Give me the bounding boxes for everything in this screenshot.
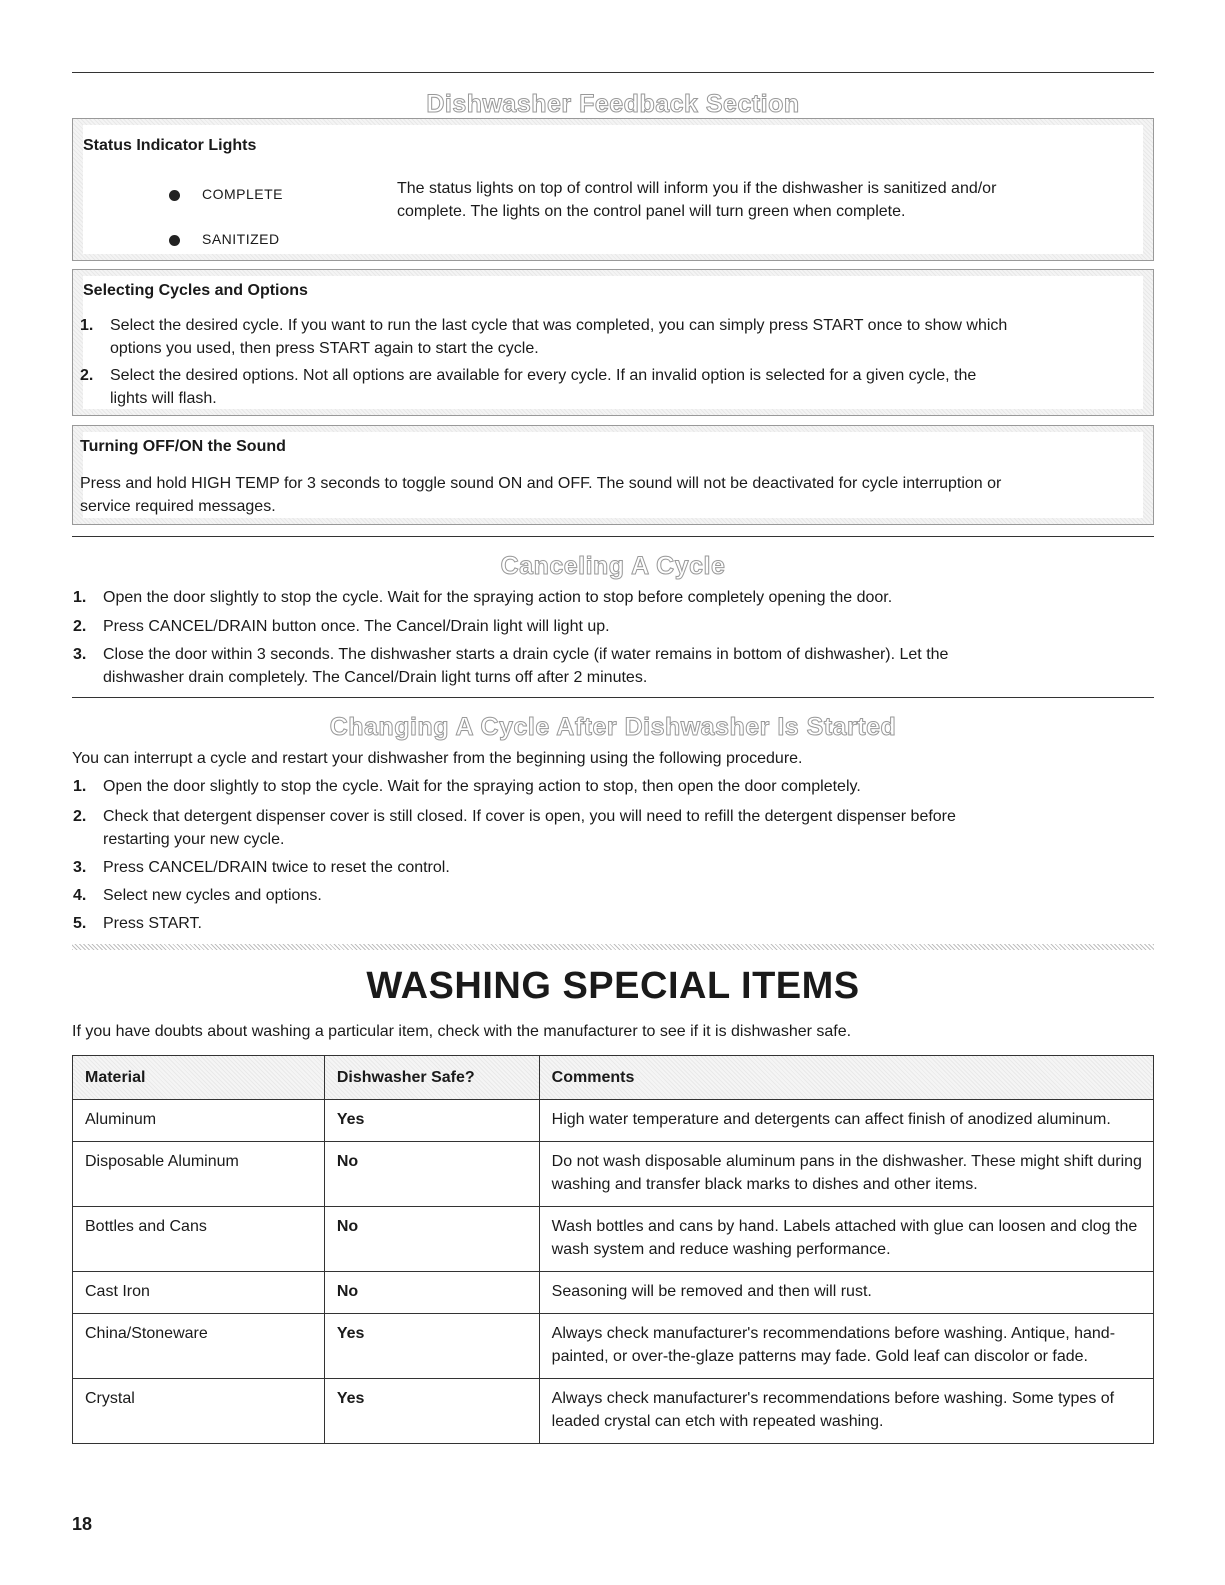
complete-light-label: COMPLETE xyxy=(202,186,284,202)
list-item-line: Select new cycles and options. xyxy=(103,887,322,904)
list-item-line: Open the door slightly to stop the cycle. Wait for the spraying action to stop before completely opening the door. xyxy=(103,589,893,606)
table-row xyxy=(73,1314,1154,1379)
status-description-line: The status lights on top of control will inform you if the dishwasher is sanitized and/or xyxy=(397,180,997,197)
list-number: 1. xyxy=(80,317,94,334)
selecting-cycles-heading: Selecting Cycles and Options xyxy=(83,282,308,299)
comments-cell: Seasoning will be removed and then will rust. xyxy=(539,1272,1153,1314)
safe-cell: No xyxy=(324,1207,539,1272)
top-rule xyxy=(72,72,1154,73)
complete-light-icon xyxy=(169,190,180,201)
table-row xyxy=(73,1272,1154,1314)
comments-cell: Always check manufacturer's recommendations before washing. Antique, hand-painted, or over-the-glaze patterns may fade. Gold leaf can discolor or fade. xyxy=(539,1314,1153,1379)
sound-toggle-box xyxy=(72,425,1154,525)
section-rule xyxy=(72,697,1154,698)
safe-cell: Yes xyxy=(324,1314,539,1379)
list-item-line: Press START. xyxy=(103,915,202,932)
list-number: 1. xyxy=(73,589,87,606)
table-row xyxy=(73,1207,1154,1272)
list-number: 1. xyxy=(73,778,87,795)
comments-cell: Always check manufacturer's recommendations before washing. Some types of leaded crystal can etch with repeated washing. xyxy=(539,1379,1153,1444)
list-item-line: Press CANCEL/DRAIN twice to reset the control. xyxy=(103,859,450,876)
safe-cell: No xyxy=(324,1142,539,1207)
list-item-line: options you used, then press START again to start the cycle. xyxy=(110,340,539,357)
sanitized-light-icon xyxy=(169,235,180,246)
washing-intro: If you have doubts about washing a particular item, check with the manufacturer to see if it is dishwasher safe. xyxy=(72,1023,852,1040)
section-rule xyxy=(72,536,1154,537)
list-number: 2. xyxy=(80,367,94,384)
list-number: 5. xyxy=(73,915,87,932)
canceling-section-title: Canceling A Cycle xyxy=(500,552,726,580)
material-cell: Bottles and Cans xyxy=(73,1207,325,1272)
status-description-line: complete. The lights on the control panel will turn green when complete. xyxy=(397,203,906,220)
comments-cell: Wash bottles and cans by hand. Labels attached with glue can loosen and clog the wash system and reduce washing performance. xyxy=(539,1207,1153,1272)
page-number: 18 xyxy=(72,1514,93,1534)
section-divider xyxy=(72,944,1154,950)
material-cell: China/Stoneware xyxy=(73,1314,325,1379)
header-comments: Comments xyxy=(539,1056,1153,1100)
list-item-line: Press CANCEL/DRAIN button once. The Cancel/Drain light will light up. xyxy=(103,618,610,635)
washing-section-title: WASHING SPECIAL ITEMS xyxy=(366,965,860,1007)
list-number: 2. xyxy=(73,808,87,825)
status-lights-heading: Status Indicator Lights xyxy=(83,137,257,154)
material-cell: Aluminum xyxy=(73,1100,325,1142)
safe-cell: Yes xyxy=(324,1379,539,1444)
changing-section-title: Changing A Cycle After Dishwasher Is Started xyxy=(329,713,897,741)
sound-toggle-line: Press and hold HIGH TEMP for 3 seconds to toggle sound ON and OFF. The sound will not be deactivated for cycle interruption or xyxy=(80,475,1002,492)
comments-cell: High water temperature and detergents can affect finish of anodized aluminum. xyxy=(539,1100,1153,1142)
list-number: 3. xyxy=(73,646,87,663)
material-cell: Crystal xyxy=(73,1379,325,1444)
material-cell: Disposable Aluminum xyxy=(73,1142,325,1207)
list-number: 4. xyxy=(73,887,87,904)
selecting-cycles-box xyxy=(72,269,1154,416)
status-lights-box xyxy=(72,118,1154,261)
safe-cell: Yes xyxy=(324,1100,539,1142)
list-number: 2. xyxy=(73,618,87,635)
list-number: 3. xyxy=(73,859,87,876)
list-item-line: dishwasher drain completely. The Cancel/Drain light turns off after 2 minutes. xyxy=(103,669,648,686)
material-cell: Cast Iron xyxy=(73,1272,325,1314)
changing-intro: You can interrupt a cycle and restart your dishwasher from the beginning using the following procedure. xyxy=(72,750,803,767)
table-row xyxy=(73,1100,1154,1142)
list-item-line: restarting your new cycle. xyxy=(103,831,285,848)
list-item-line: Select the desired options. Not all options are available for every cycle. If an invalid option is selected for a given cycle, the xyxy=(110,367,977,384)
sound-toggle-line: service required messages. xyxy=(80,498,276,515)
header-dishwasher-safe: Dishwasher Safe? xyxy=(324,1056,539,1100)
sanitized-light-label: SANITIZED xyxy=(202,231,280,247)
feedback-section-title: Dishwasher Feedback Section xyxy=(426,90,800,118)
list-item-line: Select the desired cycle. If you want to run the last cycle that was completed, you can simply press START once to show which xyxy=(110,317,1008,334)
special-items-table xyxy=(72,1055,1154,1444)
header-material: Material xyxy=(73,1056,325,1100)
table-header-row xyxy=(73,1056,1154,1100)
list-item-line: lights will flash. xyxy=(110,390,217,407)
list-item-line: Close the door within 3 seconds. The dishwasher starts a drain cycle (if water remains in bottom of dishwasher). Let the xyxy=(103,646,949,663)
sound-toggle-heading: Turning OFF/ON the Sound xyxy=(80,438,286,455)
list-item-line: Check that detergent dispenser cover is still closed. If cover is open, you will need to refill the detergent dispenser before xyxy=(103,808,956,825)
comments-cell: Do not wash disposable aluminum pans in the dishwasher. These might shift during washing and transfer black marks to dishes and other items. xyxy=(539,1142,1153,1207)
table-row xyxy=(73,1142,1154,1207)
table-row xyxy=(73,1379,1154,1444)
list-item-line: Open the door slightly to stop the cycle. Wait for the spraying action to stop, then open the door completely. xyxy=(103,778,861,795)
safe-cell: No xyxy=(324,1272,539,1314)
